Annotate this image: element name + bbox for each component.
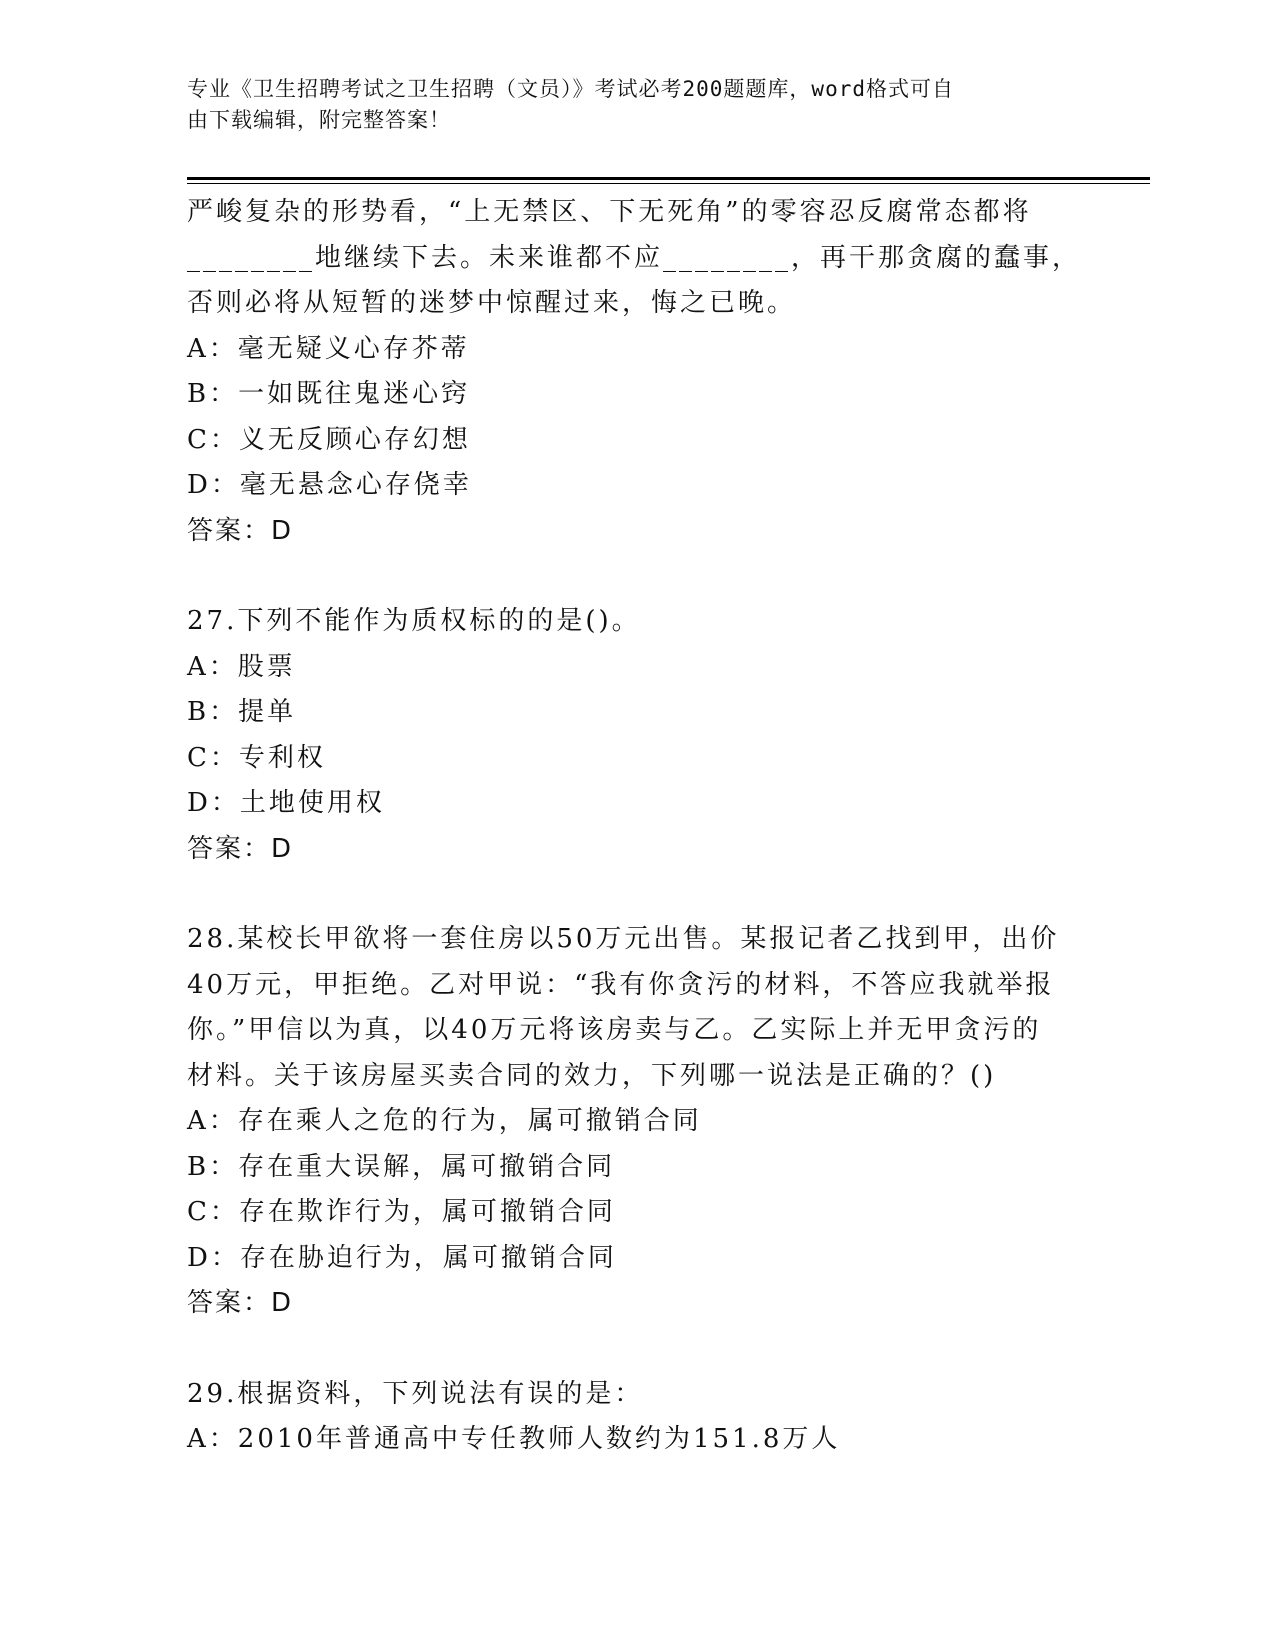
option-a: A：毫无疑义心存芥蒂 [187, 333, 470, 364]
header-divider-thin [187, 183, 1150, 184]
option-c: C：存在欺诈行为，属可撤销合同 [187, 1197, 616, 1227]
spacer [187, 554, 1087, 599]
question-29 [187, 1372, 1087, 1463]
option-c: C：义无反顾心存幻想 [187, 424, 471, 455]
answer-line: 答案：D [187, 515, 294, 546]
question-stem: 27.下列不能作为质权标的的是()。 [187, 606, 641, 636]
question-28 [187, 917, 1087, 1327]
spacer [187, 872, 1087, 917]
spacer [187, 1327, 1087, 1372]
header-line-2: 由下载编辑，附完整答案！ [187, 108, 451, 132]
question-stem: 40万元，甲拒绝。乙对甲说：“我有你贪污的材料，不答应我就举报 [187, 969, 1055, 1000]
question-stem: 28.某校长甲欲将一套住房以50万元出售。某报记者乙找到甲，出价 [187, 924, 1060, 954]
question-stem: 29.根据资料，下列说法有误的是： [187, 1378, 644, 1409]
question-text-line: 否则必将从短暂的迷梦中惊醒过来，悔之已晚。 [187, 288, 797, 318]
question-stem: 材料。关于该房屋买卖合同的效力，下列哪一说法是正确的？() [187, 1060, 997, 1091]
header-line-1: 专业《卫生招聘考试之卫生招聘（文员）》考试必考200题题库，word格式可自 [187, 77, 954, 101]
option-c: C：专利权 [187, 742, 326, 773]
option-d: D：存在胁迫行为，属可撤销合同 [187, 1242, 617, 1273]
question-continued [187, 190, 1087, 554]
document-body [187, 190, 1087, 1463]
option-a: A：2010年普通高中专任教师人数约为151.8万人 [187, 1424, 841, 1454]
question-text-line: 严峻复杂的形势看，“上无禁区、下无死角”的零容忍反腐常态都将 [187, 197, 1032, 227]
option-d: D：土地使用权 [187, 788, 385, 818]
header-divider-thick [187, 177, 1150, 180]
question-text-line: ________地继续下去。未来谁都不应________，再干那贪腐的蠢事， [187, 242, 1082, 273]
option-a: A：存在乘人之危的行为，属可撤销合同 [187, 1106, 702, 1136]
option-b: B：提单 [187, 697, 297, 727]
question-stem: 你。”甲信以为真，以40万元将该房卖与乙。乙实际上并无甲贪污的 [187, 1015, 1042, 1045]
option-a: A：股票 [187, 651, 296, 682]
answer-line: 答案：D [187, 833, 294, 864]
answer-line: 答案：D [187, 1288, 294, 1318]
question-27 [187, 599, 1087, 872]
option-b: B：存在重大误解，属可撤销合同 [187, 1151, 616, 1182]
option-d: D：毫无悬念心存侥幸 [187, 470, 472, 500]
option-b: B：一如既往鬼迷心窍 [187, 379, 471, 409]
document-header [187, 74, 1057, 136]
